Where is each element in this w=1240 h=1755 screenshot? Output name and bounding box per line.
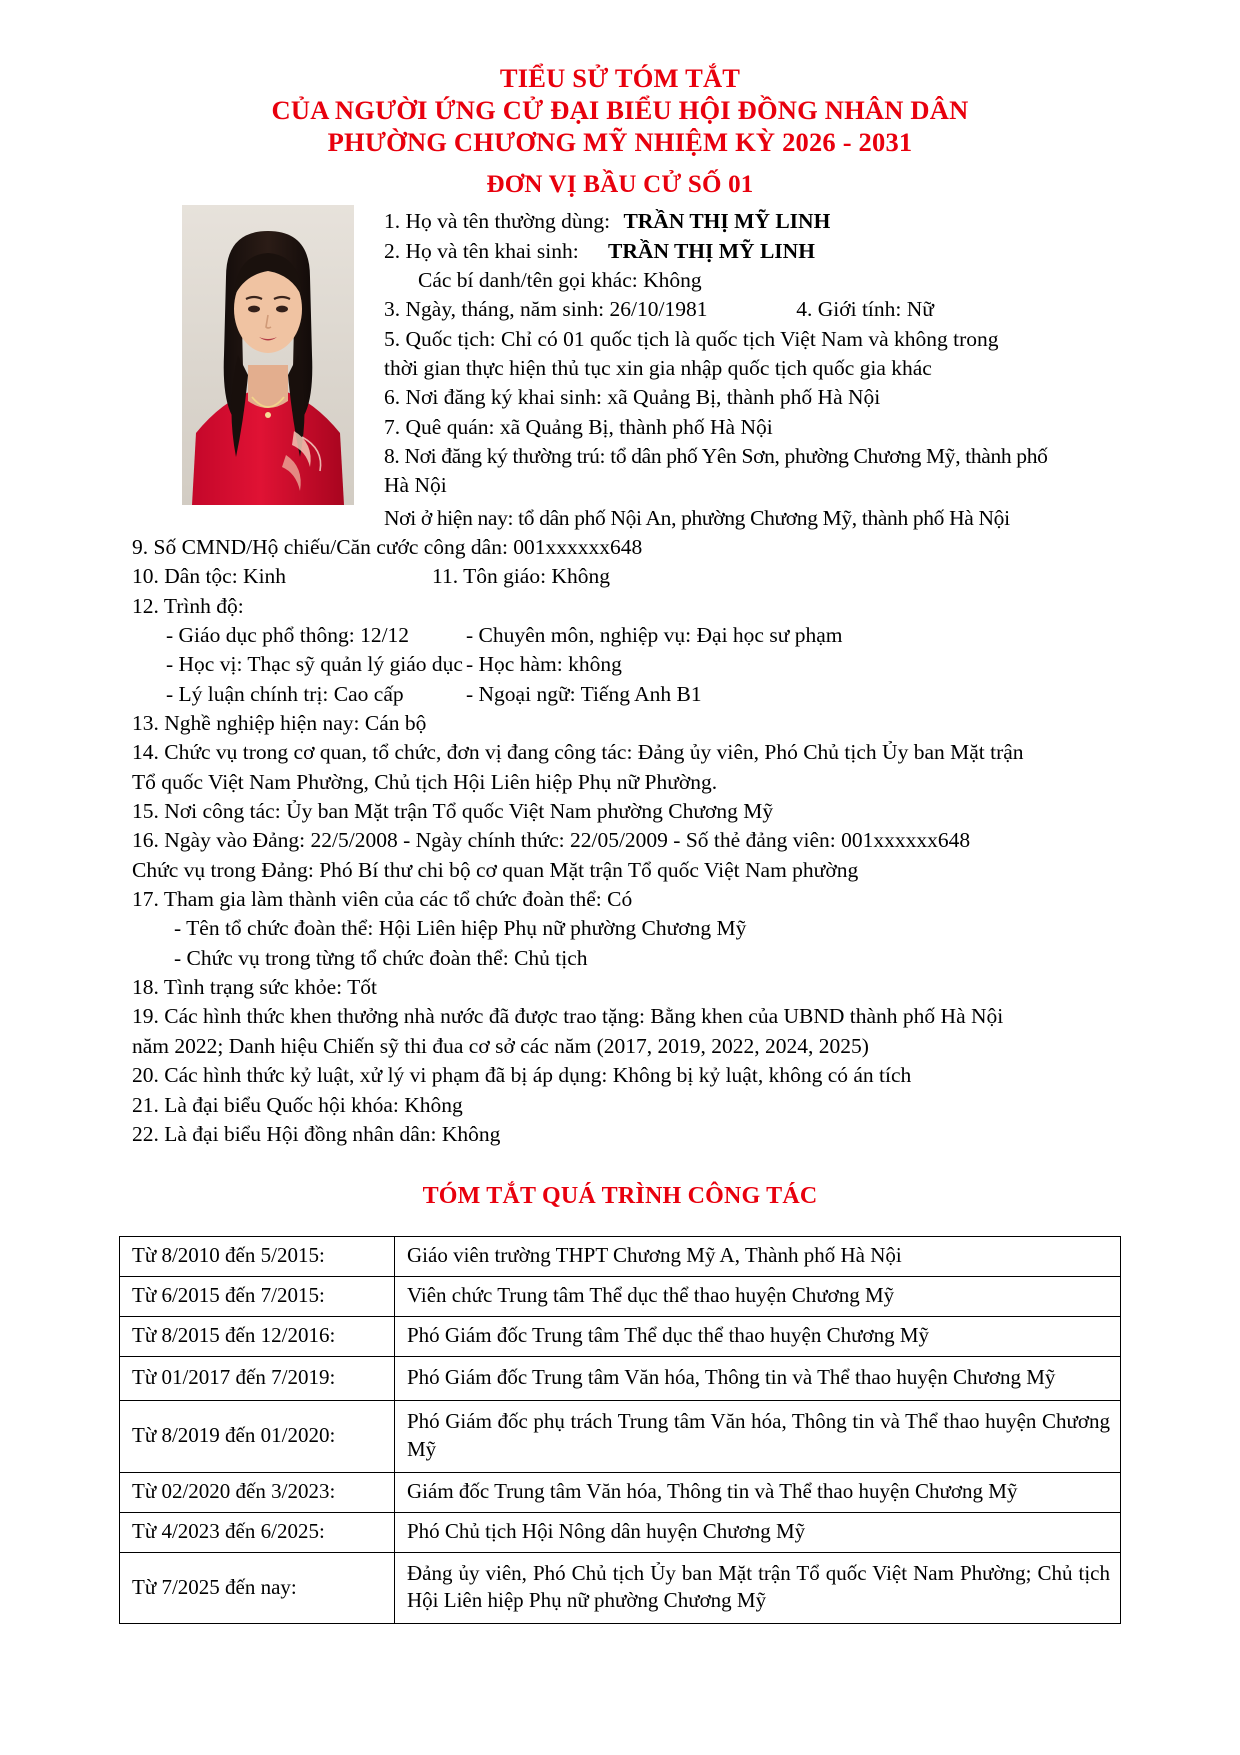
work-duty: Phó Giám đốc phụ trách Trung tâm Văn hóa, Thông tin và Thể thao huyện Chương Mỹ: [395, 1400, 1121, 1472]
field-current-residence: Nơi ở hiện nay: tổ dân phố Nội An, phường Chương Mỹ, thành phố Hà Nội: [384, 505, 1010, 530]
field-common-name-label: 1. Họ và tên thường dùng:: [384, 209, 611, 234]
title-line-1: TIỂU SỬ TÓM TẮT: [499, 63, 741, 93]
biography-full-width-section: [132, 533, 1178, 1149]
work-period: Từ 8/2019 đến 01/2020:: [120, 1400, 395, 1472]
field-birth-registration-place: 6. Nơi đăng ký khai sinh: xã Quảng Bị, thành phố Hà Nội: [384, 385, 881, 410]
work-duty: Viên chức Trung tâm Thể dục thể thao huyện Chương Mỹ: [395, 1277, 1121, 1317]
table-row: [120, 1277, 1121, 1317]
field-alias-label: Các bí danh/tên gọi khác:: [418, 267, 638, 292]
table-row: [120, 1400, 1121, 1472]
field-alias: [384, 266, 1178, 295]
education-general-school: - Giáo dục phổ thông: 12/12: [166, 623, 410, 647]
work-period: Từ 01/2017 đến 7/2019:: [120, 1356, 395, 1400]
work-history-title: TÓM TẮT QUÁ TRÌNH CÔNG TÁC: [422, 1183, 818, 1210]
work-period: Từ 02/2020 đến 3/2023:: [120, 1472, 395, 1512]
table-row: [120, 1512, 1121, 1552]
field-birth-name-label: 2. Họ và tên khai sinh:: [384, 238, 579, 263]
field-alias-value: Không: [643, 267, 702, 292]
field-permanent-residence-line2: Hà Nội: [384, 473, 447, 498]
election-unit-number: ĐƠN VỊ BẦU CỬ SỐ 01: [486, 171, 754, 199]
field-organization-name: - Tên tổ chức đoàn thể: Hội Liên hiệp Phụ nữ phường Chương Mỹ: [174, 916, 747, 941]
field-party-position: Chức vụ trong Đảng: Phó Bí thư chi bộ cơ quan Mặt trận Tổ quốc Việt Nam phường: [132, 857, 859, 882]
field-national-assembly-deputy: 21. Là đại biểu Quốc hội khóa: Không: [132, 1092, 463, 1117]
work-duty: Giáo viên trường THPT Chương Mỹ A, Thành phố Hà Nội: [395, 1237, 1121, 1277]
field-current-occupation: 13. Nghề nghiệp hiện nay: Cán bộ: [132, 711, 427, 736]
field-awards-line2: năm 2022; Danh hiệu Chiến sỹ thi đua cơ sở các năm (2017, 2019, 2022, 2024, 2025): [132, 1033, 869, 1058]
table-row: [120, 1472, 1121, 1512]
field-nationality-line1: 5. Quốc tịch: Chỉ có 01 quốc tịch là quốc tịch Việt Nam và không trong: [384, 326, 999, 351]
education-specialization: - Chuyên môn, nghiệp vụ: Đại học sư phạm: [466, 623, 843, 647]
field-awards-line1: 19. Các hình thức khen thưởng nhà nước đã được trao tặng: Bằng khen của UBND thành phố Hà Nội: [132, 1004, 1004, 1029]
field-organization-position: - Chức vụ trong từng tổ chức đoàn thể: Chủ tịch: [174, 945, 588, 970]
field-permanent-residence-line1: 8. Nơi đăng ký thường trú: tổ dân phố Yên Sơn, phường Chương Mỹ, thành phố: [384, 443, 1048, 468]
field-birth-name: [384, 237, 1178, 266]
field-gender-label: 4. Giới tính:: [796, 297, 902, 322]
education-row-degree: [132, 650, 1178, 679]
biography-body: [0, 199, 1240, 1149]
field-common-name-value: TRẦN THỊ MỸ LINH: [623, 209, 831, 234]
work-duty: Phó Giám đốc Trung tâm Văn hóa, Thông tin và Thể thao huyện Chương Mỹ: [395, 1356, 1121, 1400]
title-line-2: CỦA NGƯỜI ỨNG CỬ ĐẠI BIỂU HỘI ĐỒNG NHÂN DÂN: [271, 95, 969, 126]
field-religion: 11. Tôn giáo: Không: [432, 564, 610, 589]
table-row: [120, 1356, 1121, 1400]
title-line-3: PHƯỜNG CHƯƠNG MỸ NHIỆM KỲ 2026 - 2031: [327, 127, 913, 158]
field-health-status: 18. Tình trạng sức khỏe: Tốt: [132, 975, 377, 1000]
field-ethnicity-religion: [132, 562, 1178, 591]
field-organization-membership: 17. Tham gia làm thành viên của các tổ chức đoàn thể: Có: [132, 887, 633, 912]
field-current-position-line2: Tổ quốc Việt Nam Phường, Chủ tịch Hội Liên hiệp Phụ nữ Phường.: [132, 769, 718, 794]
work-period: Từ 7/2025 đến nay:: [120, 1552, 395, 1624]
education-academic-rank: - Học hàm: không: [466, 652, 622, 677]
field-peoples-council-deputy: 22. Là đại biểu Hội đồng nhân dân: Không: [132, 1121, 501, 1146]
education-row-politics: [132, 680, 1178, 709]
work-history-table: [119, 1236, 1121, 1624]
field-birthdate-value: 26/10/1981: [609, 297, 708, 322]
education-political-theory: - Lý luận chính trị: Cao cấp: [166, 681, 404, 706]
field-current-position-line1: 14. Chức vụ trong cơ quan, tổ chức, đơn vị đang công tác: Đảng ủy viên, Phó Chủ tịch Ủy ban Mặt trận: [132, 740, 1024, 765]
table-row: [120, 1552, 1121, 1624]
field-disciplinary-record: 20. Các hình thức kỷ luật, xử lý vi phạm đã bị áp dụng: Không bị kỷ luật, không có án tích: [132, 1063, 912, 1088]
education-degree: - Học vị: Thạc sỹ quản lý giáo dục: [166, 652, 463, 677]
work-period: Từ 6/2015 đến 7/2015:: [120, 1277, 395, 1317]
education-row-general: [132, 621, 1178, 650]
field-education-heading: 12. Trình độ:: [132, 593, 244, 618]
field-party-join-date: 16. Ngày vào Đảng: 22/5/2008 - Ngày chính thức: 22/05/2009 - Số thẻ đảng viên: 001xxxxxx648: [132, 828, 971, 853]
document-header: [0, 0, 1240, 199]
table-row: [120, 1317, 1121, 1357]
work-period: Từ 4/2023 đến 6/2025:: [120, 1512, 395, 1552]
work-duty: Phó Giám đốc Trung tâm Thể dục thể thao huyện Chương Mỹ: [395, 1317, 1121, 1357]
work-history-table-body: [120, 1237, 1121, 1624]
field-common-name: [384, 207, 1178, 236]
field-birthdate-label: 3. Ngày, tháng, năm sinh:: [384, 297, 605, 322]
field-gender-value: Nữ: [906, 297, 934, 322]
field-birth-name-value: TRẦN THỊ MỸ LINH: [608, 238, 815, 263]
work-period: Từ 8/2015 đến 12/2016:: [120, 1317, 395, 1357]
field-ethnicity: 10. Dân tộc: Kinh: [132, 564, 287, 589]
field-nationality-line2: thời gian thực hiện thủ tục xin gia nhập quốc tịch quốc gia khác: [384, 355, 932, 380]
education-foreign-language: - Ngoại ngữ: Tiếng Anh B1: [466, 681, 702, 706]
field-birthdate-gender: [384, 295, 1178, 324]
field-hometown: 7. Quê quán: xã Quảng Bị, thành phố Hà Nội: [384, 414, 773, 439]
biography-indented-section: [384, 199, 1178, 533]
field-workplace: 15. Nơi công tác: Ủy ban Mặt trận Tổ quốc Việt Nam phường Chương Mỹ: [132, 799, 774, 824]
work-duty: Giám đốc Trung tâm Văn hóa, Thông tin và Thể thao huyện Chương Mỹ: [395, 1472, 1121, 1512]
work-duty: Phó Chủ tịch Hội Nông dân huyện Chương Mỹ: [395, 1512, 1121, 1552]
work-period: Từ 8/2010 đến 5/2015:: [120, 1237, 395, 1277]
table-row: [120, 1237, 1121, 1277]
work-duty: Đảng ủy viên, Phó Chủ tịch Ủy ban Mặt trận Tổ quốc Việt Nam Phường; Chủ tịch Hội Liên hiệp Phụ nữ phường Chương Mỹ: [395, 1552, 1121, 1624]
field-id-number: 9. Số CMND/Hộ chiếu/Căn cước công dân: 001xxxxxx648: [132, 534, 643, 559]
